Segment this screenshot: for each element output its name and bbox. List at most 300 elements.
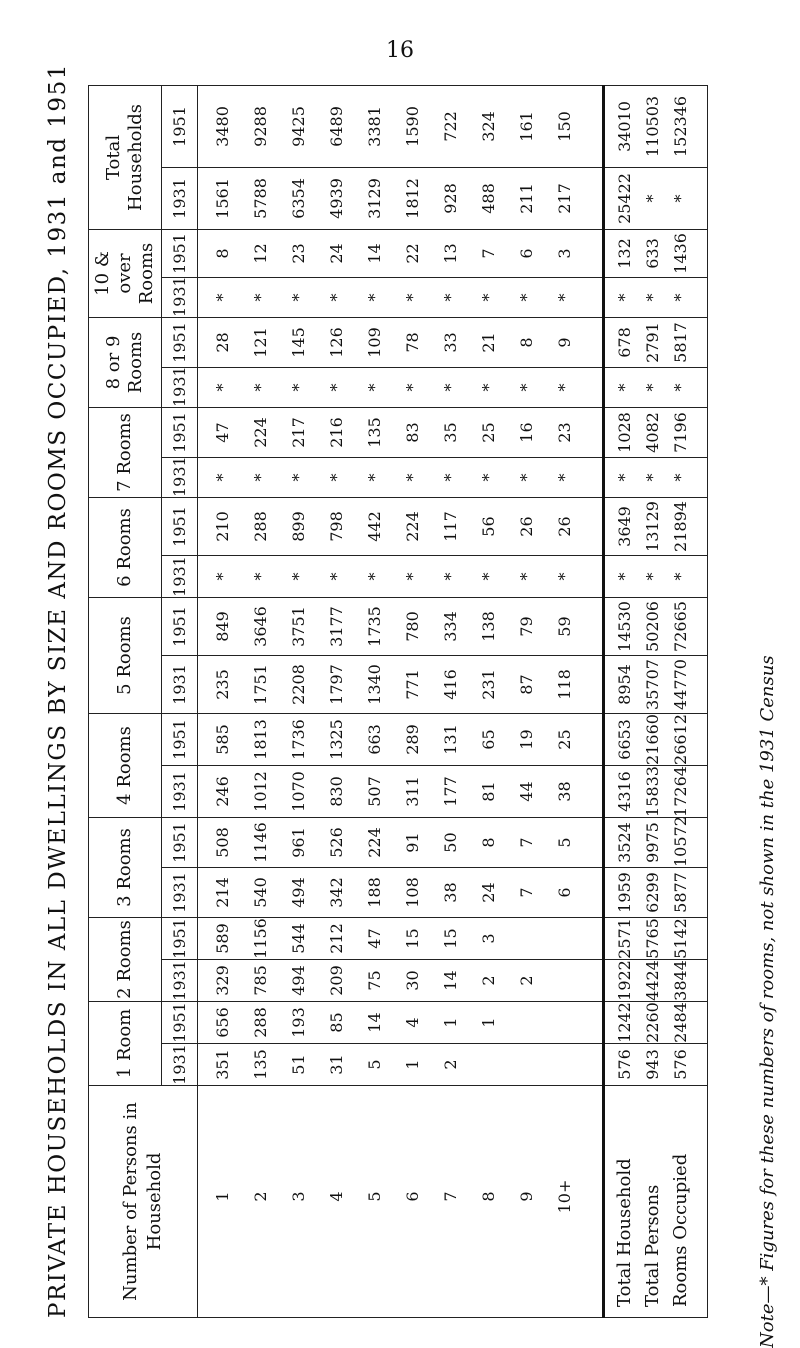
table-cell: * [365, 572, 384, 581]
group-header: 8 or 9 Rooms [89, 317, 162, 407]
table-cell: 22 [403, 243, 422, 264]
table-cell: 24 [327, 243, 346, 264]
table-cell: 3480 [213, 106, 232, 147]
group-header: 2 Rooms [89, 918, 162, 1002]
table-cell: 416 [441, 669, 460, 700]
table-cell: 5 [365, 1059, 384, 1070]
totals-column [604, 277, 708, 317]
table-cell: * [327, 293, 346, 302]
table-cell: * [289, 473, 308, 482]
table-cell: 3177 [327, 606, 346, 647]
totals-cell: 1436 [671, 233, 690, 274]
persons-column [198, 1086, 604, 1318]
data-column [198, 868, 604, 918]
data-column [198, 167, 604, 229]
totals-column [604, 1044, 708, 1086]
table-cell: * [289, 572, 308, 581]
table-cell: * [555, 383, 574, 392]
persons-label: 1 [213, 1191, 232, 1202]
totals-cell: 4082 [643, 412, 662, 453]
table-cell: 177 [441, 776, 460, 807]
data-column [198, 714, 604, 766]
table-cell [546, 1044, 584, 1085]
persons-label: 3 [289, 1191, 308, 1202]
table-cell: 224 [403, 511, 422, 542]
year-header: 1931 [162, 656, 198, 714]
table-cell: * [327, 473, 346, 482]
table-cell [508, 1002, 546, 1043]
table-cell: 7 [517, 837, 536, 848]
table-cell: 6489 [327, 106, 346, 147]
totals-cell: 2260 [643, 1002, 662, 1043]
table-cell: 50 [441, 832, 460, 853]
data-column [198, 766, 604, 818]
page-title: PRIVATE HOUSEHOLDS IN ALL DWELLINGS BY SIZE AND ROOMS OCCUPIED, 1931 and 1951 [45, 63, 71, 1318]
year-header: 1951 [162, 408, 198, 458]
table-cell: 2 [479, 975, 498, 986]
table-cell: 342 [327, 877, 346, 908]
totals-column [604, 498, 708, 556]
table-cell: 117 [441, 511, 460, 542]
table-cell: 1797 [327, 664, 346, 705]
table-cell: 15 [441, 928, 460, 949]
table-cell: 585 [213, 724, 232, 755]
table-cell: 210 [213, 511, 232, 542]
year-header: 1951 [162, 498, 198, 556]
table-cell: 961 [289, 827, 308, 858]
table-cell: 246 [213, 776, 232, 807]
totals-cell: * [671, 383, 690, 392]
totals-cell: 2571 [615, 918, 634, 959]
totals-column [604, 766, 708, 818]
table-cell: 311 [403, 776, 422, 807]
table-cell: 1751 [251, 664, 270, 705]
data-column [198, 229, 604, 277]
year-header: 1931 [162, 1044, 198, 1086]
table-cell [508, 1044, 546, 1085]
table-cell: * [327, 383, 346, 392]
data-column [198, 317, 604, 367]
totals-column [604, 458, 708, 498]
table-cell: 126 [327, 327, 346, 358]
totals-cell: * [671, 473, 690, 482]
year-header: 1931 [162, 458, 198, 498]
group-header: Total Households [89, 85, 162, 229]
totals-cell: 4424 [643, 960, 662, 1001]
table-cell: * [403, 383, 422, 392]
data-column [198, 408, 604, 458]
table-cell: 211 [517, 183, 536, 214]
table-cell: * [289, 293, 308, 302]
totals-label-column [604, 1086, 708, 1318]
table-cell: 1012 [251, 771, 270, 812]
page-number: 16 [386, 38, 414, 63]
table-cell: 108 [403, 877, 422, 908]
table-cell: 150 [555, 111, 574, 142]
table-cell: 145 [289, 327, 308, 358]
table-cell: 4939 [327, 178, 346, 219]
totals-cell: 35707 [643, 659, 662, 710]
table-cell: 1735 [365, 606, 384, 647]
year-header: 1931 [162, 960, 198, 1002]
table-cell: 26 [555, 516, 574, 537]
table-cell: 131 [441, 724, 460, 755]
footnote: Note—* Figures for these numbers of rooms, not shown in the 1931 Census [757, 655, 778, 1348]
totals-label: Total Household [614, 1158, 635, 1307]
table-cell: 224 [251, 417, 270, 448]
year-header: 1951 [162, 85, 198, 167]
data-column [198, 368, 604, 408]
table-cell: 488 [479, 183, 498, 214]
totals-cell: 2484 [671, 1002, 690, 1043]
totals-column [604, 556, 708, 598]
totals-cell: 678 [615, 327, 634, 358]
year-header: 1951 [162, 229, 198, 277]
table-cell: 288 [251, 1007, 270, 1038]
data-column [198, 1002, 604, 1044]
totals-cell: 25422 [615, 173, 634, 224]
table-cell: 30 [403, 970, 422, 991]
totals-cell: 26612 [671, 714, 690, 765]
table-cell: 19 [517, 729, 536, 750]
table-cell: 21 [479, 332, 498, 353]
table-cell: 3 [479, 933, 498, 944]
persons-label: 2 [251, 1191, 270, 1202]
row-header: Number of Persons in Household [89, 1086, 198, 1318]
totals-cell: * [671, 194, 690, 203]
table-cell: 289 [403, 724, 422, 755]
table-cell: 2 [517, 975, 536, 986]
table-cell: 38 [441, 882, 460, 903]
table-cell: * [517, 572, 536, 581]
table-cell: * [213, 572, 232, 581]
totals-cell: 4316 [615, 771, 634, 812]
table-cell: 65 [479, 729, 498, 750]
table-cell: 161 [517, 111, 536, 142]
totals-column [604, 868, 708, 918]
data-column [198, 277, 604, 317]
table-cell: 135 [365, 417, 384, 448]
totals-column [604, 960, 708, 1002]
table-cell: 14 [365, 1012, 384, 1033]
year-header: 1951 [162, 714, 198, 766]
table-cell: 1 [441, 1017, 460, 1028]
table-cell: 235 [213, 669, 232, 700]
table-cell: * [289, 383, 308, 392]
data-column [198, 498, 604, 556]
data-column [198, 918, 604, 960]
table-cell: 9288 [251, 106, 270, 147]
totals-cell: 1922 [615, 960, 634, 1001]
table-cell: 8 [479, 837, 498, 848]
households-table [88, 85, 708, 1318]
table-cell: 785 [251, 965, 270, 996]
table-cell: 47 [213, 422, 232, 443]
table-cell: 6354 [289, 178, 308, 219]
persons-label: 10+ [555, 1179, 574, 1214]
totals-cell: * [643, 293, 662, 302]
table-cell: 1736 [289, 719, 308, 760]
data-column [198, 556, 604, 598]
table-cell: * [555, 293, 574, 302]
table-cell: 351 [213, 1049, 232, 1080]
totals-cell: 2791 [643, 322, 662, 363]
totals-cell: 50206 [643, 601, 662, 652]
table-cell: 75 [365, 970, 384, 991]
totals-cell: * [643, 473, 662, 482]
group-header: 5 Rooms [89, 598, 162, 714]
year-header: 1951 [162, 317, 198, 367]
group-header: 6 Rooms [89, 498, 162, 598]
table-cell: 15 [403, 928, 422, 949]
totals-column [604, 85, 708, 167]
totals-cell: 17264 [671, 766, 690, 817]
totals-cell: * [615, 473, 634, 482]
totals-cell: 5877 [671, 872, 690, 913]
table-cell: 7 [479, 248, 498, 259]
table-cell: 216 [327, 417, 346, 448]
table-cell: 3751 [289, 606, 308, 647]
table-cell: * [251, 383, 270, 392]
totals-cell: 3844 [671, 960, 690, 1001]
totals-cell: 1028 [615, 412, 634, 453]
table-cell: 324 [479, 111, 498, 142]
table-cell: 508 [213, 827, 232, 858]
table-cell: 1070 [289, 771, 308, 812]
data-column [198, 85, 604, 167]
table-cell: 13 [441, 243, 460, 264]
group-header: 4 Rooms [89, 714, 162, 818]
table-cell: 5 [555, 837, 574, 848]
table-cell: 334 [441, 611, 460, 642]
table-cell: 87 [517, 674, 536, 695]
table-cell: 23 [555, 422, 574, 443]
table-cell [546, 1002, 584, 1043]
table-cell: 14 [441, 970, 460, 991]
totals-column [604, 918, 708, 960]
table-cell: 3646 [251, 606, 270, 647]
table-cell: * [555, 572, 574, 581]
table-cell: * [517, 473, 536, 482]
table-cell: 3 [555, 248, 574, 259]
totals-cell: 576 [615, 1049, 634, 1080]
table-cell: 217 [555, 183, 574, 214]
table-cell: 899 [289, 511, 308, 542]
table-cell: 23 [289, 243, 308, 264]
table-cell: 2208 [289, 664, 308, 705]
table-cell: 494 [289, 965, 308, 996]
table-cell: 91 [403, 832, 422, 853]
table-cell: 25 [479, 422, 498, 443]
totals-column [604, 818, 708, 868]
table-cell: 24 [479, 882, 498, 903]
table-cell: 540 [251, 877, 270, 908]
table-cell: * [479, 293, 498, 302]
table-cell: 6 [555, 887, 574, 898]
table-cell: 47 [365, 928, 384, 949]
year-header: 1951 [162, 1002, 198, 1044]
table-cell: * [403, 473, 422, 482]
table-cell: * [441, 293, 460, 302]
table-cell: * [555, 473, 574, 482]
totals-column [604, 656, 708, 714]
totals-column [604, 1002, 708, 1044]
table-cell: 44 [517, 781, 536, 802]
totals-cell: * [643, 383, 662, 392]
year-header: 1931 [162, 368, 198, 408]
table-cell: 1590 [403, 106, 422, 147]
totals-cell: 7196 [671, 412, 690, 453]
table-cell [508, 918, 546, 959]
table-cell: 494 [289, 877, 308, 908]
persons-label: 5 [365, 1191, 384, 1202]
table-cell: 9 [555, 337, 574, 348]
table-cell: 9425 [289, 106, 308, 147]
table-cell: 28 [213, 332, 232, 353]
table-cell: 217 [289, 417, 308, 448]
totals-cell: * [643, 572, 662, 581]
group-header: 3 Rooms [89, 818, 162, 918]
table-cell: 771 [403, 669, 422, 700]
table-cell: 589 [213, 923, 232, 954]
table-cell: 2 [441, 1059, 460, 1070]
totals-cell: * [643, 194, 662, 203]
totals-cell: 8954 [615, 664, 634, 705]
totals-cell: 1242 [615, 1002, 634, 1043]
totals-cell: 633 [643, 238, 662, 269]
totals-cell: 132 [615, 238, 634, 269]
table-cell: * [517, 383, 536, 392]
table-cell: 135 [251, 1049, 270, 1080]
table-cell: 26 [517, 516, 536, 537]
persons-label: 9 [517, 1191, 536, 1202]
totals-cell: 152346 [671, 95, 690, 157]
table-cell: * [251, 572, 270, 581]
totals-cell: * [671, 293, 690, 302]
table-cell: 224 [365, 827, 384, 858]
table-cell: 1 [479, 1017, 498, 1028]
totals-cell: 10572 [671, 816, 690, 867]
data-column [198, 818, 604, 868]
table-cell: 6 [517, 248, 536, 259]
table-cell: 83 [403, 422, 422, 443]
table-cell: * [479, 572, 498, 581]
table-cell: 31 [327, 1054, 346, 1075]
table-cell: 1561 [213, 178, 232, 219]
totals-cell: 9975 [643, 822, 662, 863]
table-cell: 4 [403, 1017, 422, 1028]
data-column [198, 598, 604, 656]
persons-label: 8 [479, 1191, 498, 1202]
totals-cell: 14530 [615, 601, 634, 652]
table-cell: 188 [365, 877, 384, 908]
totals-cell: * [615, 383, 634, 392]
totals-column [604, 598, 708, 656]
table-cell: 35 [441, 422, 460, 443]
totals-cell: 72665 [671, 601, 690, 652]
table-cell: 209 [327, 965, 346, 996]
table-cell: 3381 [365, 106, 384, 147]
totals-cell: 21894 [671, 501, 690, 552]
table-cell: 81 [479, 781, 498, 802]
data-column [198, 960, 604, 1002]
totals-cell: 576 [671, 1049, 690, 1080]
table-cell: 212 [327, 923, 346, 954]
table-cell: 25 [555, 729, 574, 750]
totals-cell: 21660 [643, 714, 662, 765]
table-cell: 663 [365, 724, 384, 755]
table-cell: * [213, 293, 232, 302]
totals-column [604, 408, 708, 458]
year-header: 1931 [162, 167, 198, 229]
table-cell: 507 [365, 776, 384, 807]
table-cell: 7 [517, 887, 536, 898]
table-cell: 59 [555, 616, 574, 637]
persons-label: 4 [327, 1191, 346, 1202]
table-cell: 118 [555, 669, 574, 700]
table-cell: * [403, 572, 422, 581]
table-cell: * [365, 473, 384, 482]
totals-cell: 6653 [615, 719, 634, 760]
table-cell [546, 960, 584, 1001]
table-cell: 928 [441, 183, 460, 214]
totals-column [604, 714, 708, 766]
table-cell: 544 [289, 923, 308, 954]
table-cell: * [517, 293, 536, 302]
totals-cell: 5817 [671, 322, 690, 363]
year-header: 1931 [162, 766, 198, 818]
table-cell: 231 [479, 669, 498, 700]
table-cell: 798 [327, 511, 346, 542]
table-cell: 51 [289, 1054, 308, 1075]
table-cell: * [213, 383, 232, 392]
table-cell: 78 [403, 332, 422, 353]
totals-cell: 44770 [671, 659, 690, 710]
year-header: 1951 [162, 918, 198, 960]
totals-cell: 3649 [615, 506, 634, 547]
table-cell: 8 [213, 248, 232, 259]
persons-label: 6 [403, 1191, 422, 1202]
totals-cell: 1959 [615, 872, 634, 913]
table-cell: 1340 [365, 664, 384, 705]
rotated-table-block [28, 63, 733, 1318]
table-cell: * [365, 293, 384, 302]
table-cell: * [251, 293, 270, 302]
table-cell: 1156 [251, 918, 270, 959]
totals-cell: 5142 [671, 918, 690, 959]
totals-cell: 6299 [643, 872, 662, 913]
table-cell: 1812 [403, 178, 422, 219]
table-cell: 79 [517, 616, 536, 637]
totals-cell: 110503 [643, 95, 662, 157]
table-cell: * [441, 473, 460, 482]
table-cell: 849 [213, 611, 232, 642]
table-cell: 830 [327, 776, 346, 807]
data-column [198, 458, 604, 498]
persons-label: 7 [441, 1191, 460, 1202]
table-cell: 442 [365, 511, 384, 542]
table-cell: 5788 [251, 178, 270, 219]
table-cell: * [479, 383, 498, 392]
year-header: 1931 [162, 556, 198, 598]
table-cell: 12 [251, 243, 270, 264]
table-cell: 85 [327, 1012, 346, 1033]
table-cell: * [251, 473, 270, 482]
table-cell: 1146 [251, 822, 270, 863]
year-header: 1931 [162, 277, 198, 317]
totals-cell: 3524 [615, 822, 634, 863]
table-cell: 121 [251, 327, 270, 358]
